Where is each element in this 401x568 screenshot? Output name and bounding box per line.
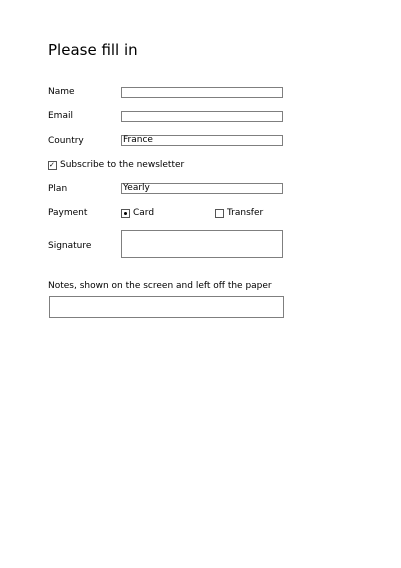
email-label: Email (48, 111, 73, 121)
payment-option-transfer-label: Transfer (227, 208, 264, 218)
radio-selected-dot-icon (124, 212, 127, 215)
signature-label: Signature (48, 241, 92, 251)
email-field[interactable] (121, 111, 283, 122)
notes-label: Notes, shown on the screen and left off the paper (48, 281, 272, 291)
plan-field-value: Yearly (123, 183, 150, 193)
newsletter-label: Subscribe to the newsletter (60, 160, 185, 170)
newsletter-checkbox[interactable] (48, 161, 57, 170)
signature-box[interactable] (121, 230, 283, 258)
country-field-value: France (123, 135, 153, 145)
plan-label: Plan (48, 184, 68, 194)
country-label: Country (48, 136, 84, 146)
name-label: Name (48, 87, 75, 97)
checkmark-icon: ✓ (49, 161, 55, 169)
country-field[interactable] (121, 135, 283, 146)
name-field[interactable] (121, 87, 283, 98)
plan-field[interactable] (121, 183, 283, 194)
notes-field[interactable] (49, 296, 284, 318)
payment-label: Payment (48, 208, 88, 218)
payment-radio-card[interactable] (121, 209, 130, 218)
form-title: Please fill in (48, 41, 138, 59)
payment-option-card-label: Card (133, 208, 155, 218)
payment-radio-transfer[interactable] (215, 209, 224, 218)
